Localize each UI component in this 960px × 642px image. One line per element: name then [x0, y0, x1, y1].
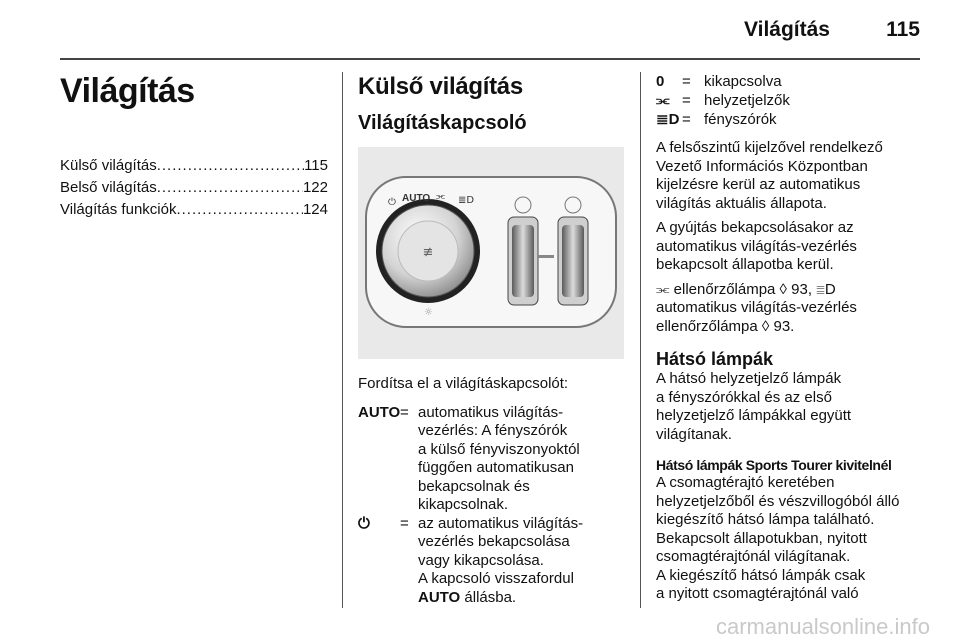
- auto-label: AUTO: [402, 193, 431, 204]
- headlight-symbol-icon: ≣D: [656, 111, 680, 128]
- column-toc: [60, 72, 328, 221]
- definition-power: ⏻ = az automatikus világítás- vezérlés bekapcsolása vagy kikapcsolása. A kapcsoló visszafordul AUTO állásba.: [358, 514, 584, 606]
- headlight-icon: ≣D: [458, 195, 475, 206]
- parking-light-icon: ⫘: [436, 191, 445, 202]
- column-divider-2: [640, 72, 641, 608]
- sports-tourer-text: A csomagtérajtó keretében helyzetjelzőből és vészvillogóból álló kiegészítő hátsó lámpa található. Bekapcsolt állapotukban, nyitott csomagtérajtónál világítanak. A kiegészítő hátsó lámpák csak a nyitott csomagtérajtónál való: [656, 474, 900, 602]
- section-title: Külső világítás: [358, 73, 523, 100]
- symbol-row: 0 = kikapcsolva: [656, 73, 782, 90]
- toc-entry[interactable]: Külső világítás ..... 115: [60, 155, 328, 177]
- intro-text: Fordítsa el a világításkapcsolót:: [358, 375, 569, 392]
- definition-auto: AUTO = automatikus világítás- vezérlés: A fényszórók a külső fényviszonyoktól függően automatikusan bekapcsolnak és kikapcsolnak.: [358, 403, 580, 513]
- header-divider: [60, 58, 920, 60]
- toc-entry[interactable]: Belső világítás ..... 122: [60, 177, 328, 199]
- off-icon: ⏻: [388, 197, 396, 208]
- chapter-title: Világítás: [60, 72, 195, 110]
- rear-lights-text: A hátsó helyzetjelző lámpák a fényszórókkal és az első helyzetjelző lámpákkal együtt világítanak.: [656, 370, 852, 443]
- rear-lights-heading: Hátsó lámpák: [656, 349, 774, 369]
- light-switch-figure: [358, 147, 624, 359]
- table-of-contents: [60, 155, 328, 221]
- paragraph-control-lamp: ⫘ ellenőrzőlámpa ◊ 93, ≣D automatikus világítás-vezérlés ellenőrzőlámpa ◊ 93.: [656, 280, 857, 335]
- parking-light-symbol-icon: ⫘: [656, 92, 670, 109]
- light-switch-illustration: [358, 147, 624, 359]
- sports-tourer-heading: Hátsó lámpák Sports Tourer kivitelnél: [656, 457, 892, 473]
- column-divider-1: [342, 72, 343, 608]
- fog-light-icon: ☼: [424, 307, 433, 318]
- page-number: 115: [886, 18, 920, 41]
- running-header-title: Világítás: [744, 18, 830, 41]
- column-details: [656, 72, 926, 604]
- paragraph-ignition: A gyújtás bekapcsolásakor az automatikus világítás-vezérlés bekapcsolt állapotba kerül.: [656, 219, 857, 273]
- off-symbol-icon: 0: [656, 73, 665, 90]
- subsection-title: Világításkapcsoló: [358, 112, 527, 134]
- paragraph-dic: A felsőszintű kijelzővel rendelkező Vezető Információs Központban kijelzésre kerül az automatikus világítás aktuális állapota.: [656, 139, 883, 212]
- toc-entry[interactable]: Világítás funkciók ..... 124: [60, 199, 328, 221]
- column-lighting-switch: [358, 72, 626, 607]
- watermark: carmanualsonline.info: [715, 614, 930, 639]
- symbol-row: ≣D = fényszórók: [656, 111, 777, 128]
- power-icon: ⏻: [358, 514, 370, 532]
- svg-text:≢: ≢: [422, 245, 434, 260]
- symbol-row: ⫘ = helyzetjelzők: [656, 92, 790, 109]
